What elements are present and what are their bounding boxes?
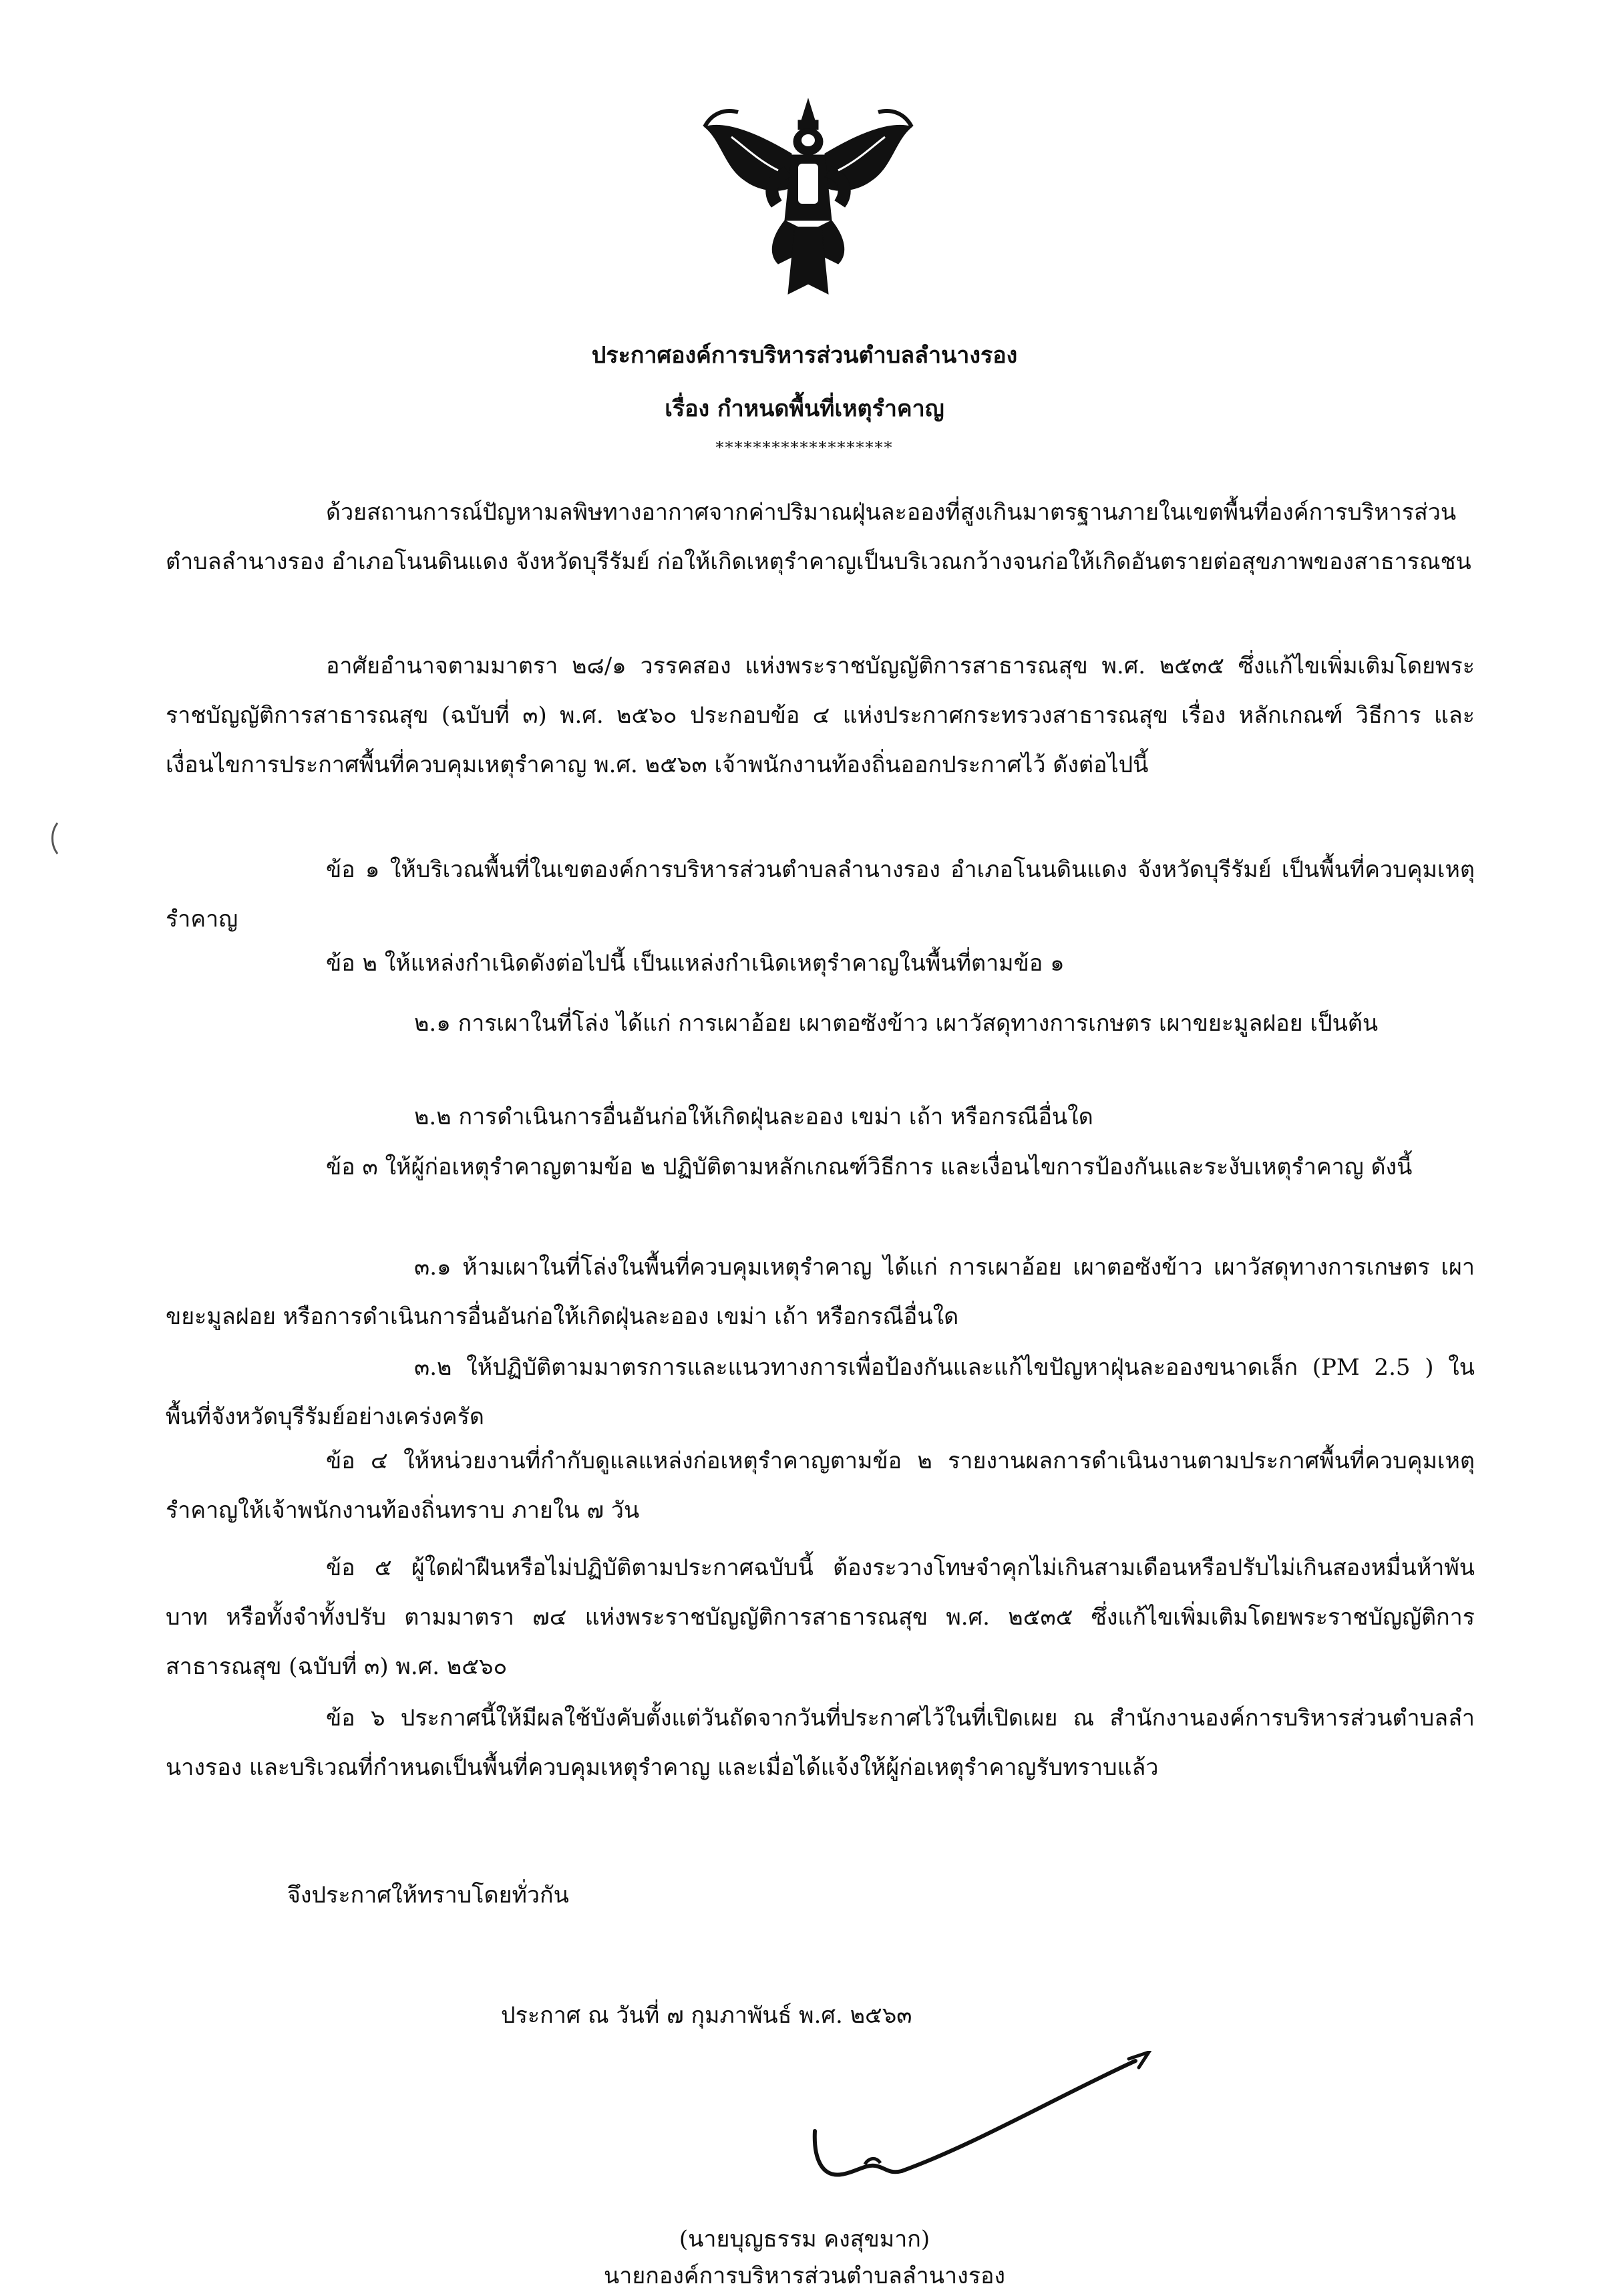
garuda-emblem-icon xyxy=(698,94,918,301)
clause-6: ข้อ ๖ ประกาศนี้ให้มีผลใช้บังคับตั้งแต่วันถัดจากวันที่ประกาศไว้ในที่เปิดเผย ณ สำนักงานองค์การบริหารส่วนตำบลลำนางรอง และบริเวณที่กำหนดเป็นพื้นที่ควบคุมเหตุรำคาญ และเมื่อได้แจ้งให้ผู้ก่อเหตุรำคาญรับทราบแล้ว xyxy=(166,1705,1475,1781)
paragraph-preamble: ด้วยสถานการณ์ปัญหามลพิษทางอากาศจากค่าปริมาณฝุ่นละอองที่สูงเกินมาตรฐานภายในเขตพื้นที่องค์การบริหารส่วนตำบลลำนางรอง อำเภอโนนดินแดง จังหวัดบุรีรัมย์ ก่อให้เกิดเหตุรำคาญเป็นบริเวณกว้างจนก่อให้เกิดอันตรายต่อสุขภาพของสาธารณชน xyxy=(166,499,1471,575)
clause-5: ข้อ ๕ ผู้ใดฝ่าฝืนหรือไม่ปฏิบัติตามประกาศฉบับนี้ ต้องระวางโทษจำคุกไม่เกินสามเดือนหรือปรับไม่เกินสองหมื่นห้าพันบาท หรือทั้งจำทั้งปรับ ตามมาตรา ๗๔ แห่งพระราชบัญญัติการสาธารณสุข พ.ศ. ๒๕๓๕ ซึ่งแก้ไขเพิ่มเติมโดยพระราชบัญญัติการสาธารณสุข (ฉบับที่ ๓) พ.ศ. ๒๕๖๐ xyxy=(166,1554,1475,1680)
clause-3-2: ๓.๒ ให้ปฏิบัติตามมาตรการและแนวทางการเพื่อป้องกันและแก้ไขปัญหาฝุ่นละอองขนาดเล็ก (PM 2.5 ) ในพื้นที่จังหวัดบุรีรัมย์อย่างเคร่งครัด xyxy=(166,1354,1475,1430)
document-title: ประกาศองค์การบริหารส่วนตำบลลำนางรอง xyxy=(591,342,1018,369)
paragraph-legal-basis: อาศัยอำนาจตามมาตรา ๒๘/๑ วรรคสอง แห่งพระราชบัญญัติการสาธารณสุข พ.ศ. ๒๕๓๕ ซึ่งแก้ไขเพิ่มเติมโดยพระราชบัญญัติการสาธารณสุข (ฉบับที่ ๓) พ.ศ. ๒๕๖๐ ประกอบข้อ ๔ แห่งประกาศกระทรวงสาธารณสุข เรื่อง หลักเกณฑ์ วิธีการ และเงื่อนไขการประกาศพื้นที่ควบคุมเหตุรำคาญ พ.ศ. ๒๕๖๓ เจ้าพนักงานท้องถิ่นออกประกาศไว้ ดังต่อไปนี้ xyxy=(166,653,1475,778)
signer-position: นายกองค์การบริหารส่วนตำบลลำนางรอง xyxy=(604,2263,1005,2289)
title-separator: ******************* xyxy=(715,438,894,457)
signature-icon xyxy=(801,2051,1162,2218)
clause-2: ข้อ ๒ ให้แหล่งกำเนิดดังต่อไปนี้ เป็นแหล่งกำเนิดเหตุรำคาญในพื้นที่ตามข้อ ๑ xyxy=(326,950,1065,977)
margin-mark-icon xyxy=(48,822,61,855)
clause-1: ข้อ ๑ ให้บริเวณพื้นที่ในเขตองค์การบริหารส่วนตำบลลำนางรอง อำเภอโนนดินแดง จังหวัดบุรีรัมย์ เป็นพื้นที่ควบคุมเหตุรำคาญ xyxy=(166,856,1475,933)
closing-statement: จึงประกาศให้ทราบโดยทั่วกัน xyxy=(287,1882,569,1909)
document-subject: เรื่อง กำหนดพื้นที่เหตุรำคาญ xyxy=(665,395,944,422)
clause-2-2: ๒.๒ การดำเนินการอื่นอันก่อให้เกิดฝุ่นละออง เขม่า เถ้า หรือกรณีอื่นใด xyxy=(414,1104,1093,1130)
signer-name: (นายบุญธรรม คงสุขมาก) xyxy=(679,2226,930,2253)
clause-3: ข้อ ๓ ให้ผู้ก่อเหตุรำคาญตามข้อ ๒ ปฏิบัติตามหลักเกณฑ์วิธีการ และเงื่อนไขการป้องกันและระงับเหตุรำคาญ ดังนี้ xyxy=(326,1154,1413,1180)
clause-4: ข้อ ๔ ให้หน่วยงานที่กำกับดูแลแหล่งก่อเหตุรำคาญตามข้อ ๒ รายงานผลการดำเนินงานตามประกาศพื้นที่ควบคุมเหตุรำคาญให้เจ้าพนักงานท้องถิ่นทราบ ภายใน ๗ วัน xyxy=(166,1448,1475,1524)
announcement-date: ประกาศ ณ วันที่ ๗ กุมภาพันธ์ พ.ศ. ๒๕๖๓ xyxy=(501,2002,912,2029)
clause-2-1: ๒.๑ การเผาในที่โล่ง ได้แก่ การเผาอ้อย เผาตอซังข้าว เผาวัสดุทางการเกษตร เผาขยะมูลฝอย เป็นต้น xyxy=(414,1010,1379,1037)
clause-3-1: ๓.๑ ห้ามเผาในที่โล่งในพื้นที่ควบคุมเหตุรำคาญ ได้แก่ การเผาอ้อย เผาตอซังข้าว เผาวัสดุทางการเกษตร เผาขยะมูลฝอย หรือการดำเนินการอื่นอันก่อให้เกิดฝุ่นละออง เขม่า เถ้า หรือกรณีอื่นใด xyxy=(166,1254,1475,1330)
